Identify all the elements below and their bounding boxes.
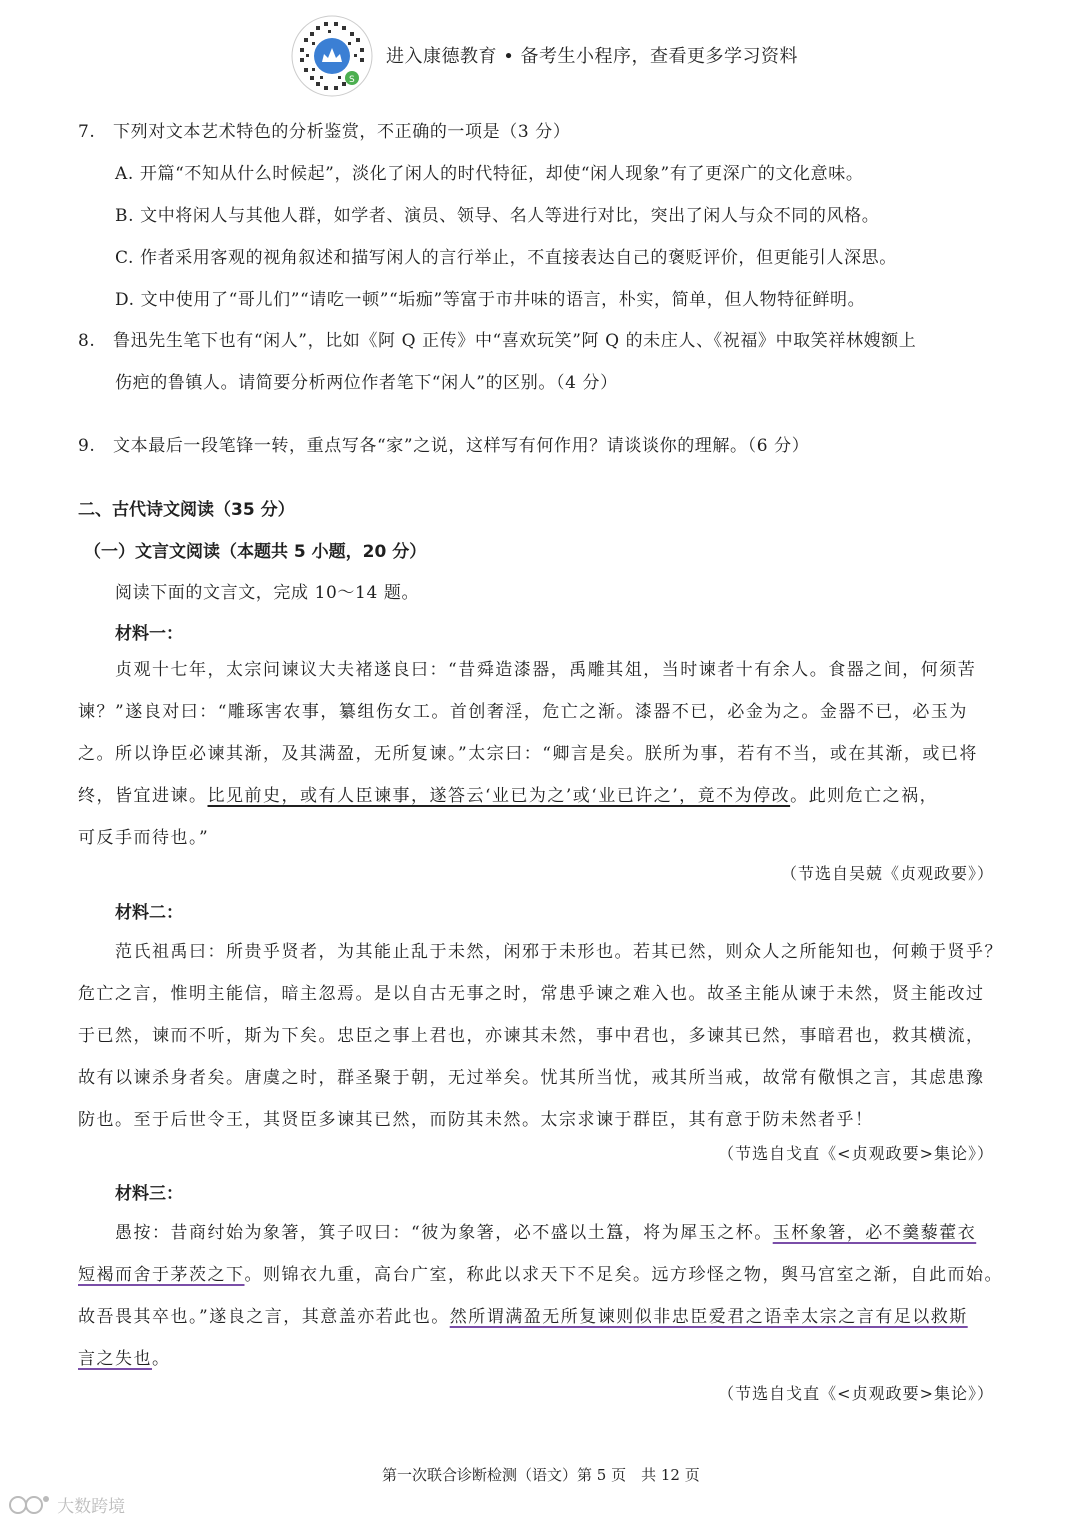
- header-text: 进入康德教育 • 备考生小程序，查看更多学习资料: [386, 46, 799, 67]
- watermark-logo-icon: [8, 1493, 52, 1517]
- watermark-text: 大数跨境: [57, 1497, 126, 1517]
- material-3-label: 材料三：: [115, 1184, 183, 1204]
- unpunctuated-sentence: 言之失也: [78, 1349, 152, 1369]
- material-2-line: 于已然，谏而不听，斯为下矣。忠臣之事上君也，亦谏其未然，事中君也，多谏其已然，事暗君也，救其横流，: [78, 1026, 985, 1046]
- material-1-line: 贞观十七年，太宗问谏议大夫褚遂良曰：“昔舜造漆器，禹雕其俎，当时谏者十有余人。食器之间，何须苦: [115, 660, 977, 680]
- material-1-line: 谏？”遂良对曰：“雕琢害农事，纂组伤女工。首创奢淫，危亡之渐。漆器不已，必金为之。金器不已，必玉为: [78, 702, 968, 722]
- material-3-text: 。则锦衣九重，高台广室，称此以求天下不足矣。远方珍怪之物，舆马宫室之渐，自此而始。: [244, 1265, 1003, 1285]
- material-2-label: 材料二：: [115, 903, 183, 923]
- material-3-source: （节选自戈直《<贞观政要>集论》）: [718, 1384, 994, 1403]
- section-title: 二、古代诗文阅读（35 分）: [78, 500, 295, 520]
- svg-text:S: S: [349, 75, 355, 85]
- material-1-text: 。此则危亡之祸，: [790, 786, 939, 806]
- material-1-text: 终，皆宜进谏。: [78, 786, 208, 806]
- q7-option-a: A. 开篇“不知从什么时候起”，淡化了闲人的时代特征，却使“闲人现象”有了更深广的文化意味。: [115, 164, 864, 184]
- underlined-sentence: 短褐而舍于茅茨之下: [78, 1265, 245, 1285]
- q7-option-b: B. 文中将闲人与其他人群，如学者、演员、领导、名人等进行对比，突出了闲人与众不同的风格。: [115, 206, 880, 226]
- material-3-text: 愚按：昔商纣始为象箸，箕子叹曰：“彼为象箸，必不盛以土簋，将为犀玉之杯。: [115, 1223, 773, 1243]
- material-2-source: （节选自戈直《<贞观政要>集论》）: [718, 1144, 994, 1163]
- q7-option-d: D. 文中使用了“哥儿们”“请吃一顿”“垢痂”等富于市井味的语言，朴实，简单，但人物特征鲜明。: [115, 290, 866, 310]
- material-2-line: 范氏祖禹曰：所贵乎贤者，为其能止乱于未然，闲邪于未形也。若其已然，则众人之所能知也，何赖于贤乎？: [115, 942, 1003, 962]
- section-intro: 阅读下面的文言文，完成 10～14 题。: [115, 583, 420, 603]
- material-3-text: 故吾畏其卒也。”遂良之言，其意盖亦若此也。: [78, 1307, 450, 1327]
- subsection-title: （一）文言文阅读（本题共 5 小题，20 分）: [84, 542, 427, 562]
- watermark: [8, 1492, 125, 1520]
- material-1-source: （节选自吴兢《贞观政要》）: [780, 864, 994, 883]
- page-footer: 第一次联合诊断检测（语文）第 5 页 共 12 页: [382, 1466, 700, 1484]
- material-2-line: 危亡之言，惟明主能信，暗主忽焉。是以自古无事之时，常患乎谏之难入也。故圣主能从谏于未然，贤主能改过: [78, 984, 985, 1004]
- q8-line-2: 伤疤的鲁镇人。请简要分析两位作者笔下“闲人”的区别。（4 分）: [115, 373, 618, 393]
- q9-text: 9. 文本最后一段笔锋一转，重点写各“家”之说，这样写有何作用？请谈谈你的理解。（6 分）: [78, 436, 810, 456]
- underlined-sentence: 玉杯象箸，必不羹藜藿衣: [772, 1223, 977, 1243]
- material-3-line: [78, 1344, 171, 1369]
- material-1-label: 材料一：: [115, 624, 183, 644]
- material-3-line: [78, 1302, 968, 1327]
- qr-code-icon[interactable]: [290, 14, 374, 98]
- unpunctuated-sentence: 然所谓满盈无所复谏则似非忠臣爱君之语幸太宗之言有足以救斯: [449, 1307, 968, 1327]
- material-2-line: 故有以谏杀身者矣。唐虞之时，群圣聚于朝，无过举矣。忧其所当忧，戒其所当戒，故常有儆惧之言，其虑患豫: [78, 1068, 985, 1088]
- q7-option-c: C. 作者采用客观的视角叙述和描写闲人的言行举止，不直接表达自己的褒贬评价，但更能引人深思。: [115, 248, 897, 268]
- material-3-text: 。: [152, 1349, 171, 1369]
- material-1-line: 之。所以诤臣必谏其渐，及其满盈，无所复谏。”太宗曰：“卿言是矣。朕所为事，若有不当，或在其渐，或已将: [78, 744, 978, 764]
- underlined-sentence: 比见前史，或有人臣谏事，遂答云‘业已为之’或‘业已许之’，竟不为停改: [207, 786, 791, 806]
- material-1-line: 可反手而待也。”: [78, 828, 210, 848]
- q8-line-1: 8. 鲁迅先生笔下也有“闲人”，比如《阿 Q 正传》中“喜欢玩笑”阿 Q 的未庄人、《祝福》中取笑祥林嫂额上: [78, 331, 917, 351]
- material-3-line: [78, 1260, 1003, 1285]
- material-2-line: 防也。至于后世令王，其贤臣多谏其已然，而防其未然。太宗求谏于群臣，其有意于防未然者乎！: [78, 1110, 874, 1130]
- material-1-line: [78, 781, 938, 806]
- material-3-line: [115, 1218, 976, 1243]
- q7-stem: 7. 下列对文本艺术特色的分析鉴赏，不正确的一项是（3 分）: [78, 122, 571, 142]
- header: [290, 14, 850, 98]
